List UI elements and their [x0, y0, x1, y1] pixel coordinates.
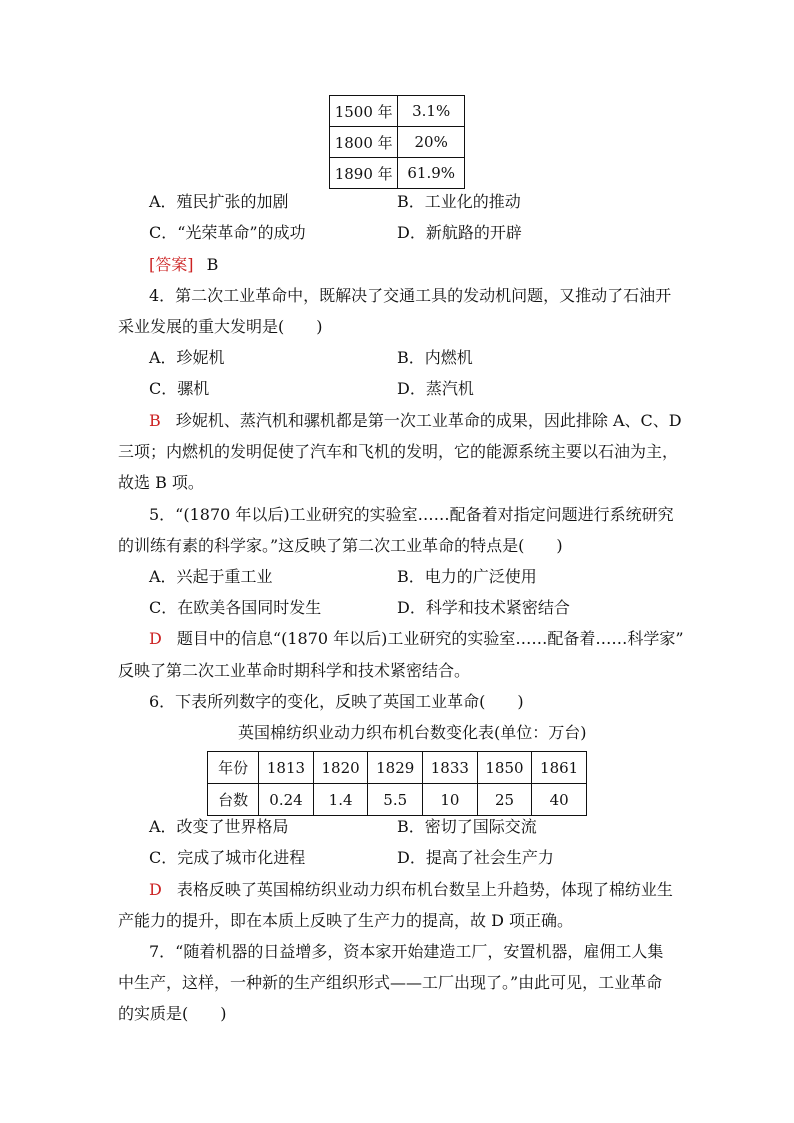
table-cell: 61.9%	[398, 158, 465, 189]
table-cell: 5.5	[368, 784, 423, 816]
table-cell: 20%	[398, 127, 465, 158]
table-header-cell: 1829	[368, 752, 423, 784]
answer-label: [答案]	[149, 255, 194, 274]
q7-stem-line1: 7．“随着机器的日益增多，资本家开始建造工厂，安置机器，雇佣工人集	[149, 942, 664, 961]
q5-explanation-line2: 反映了第二次工业革命时期科学和技术紧密结合。	[118, 661, 471, 680]
table-row	[330, 158, 465, 189]
table-header-cell: 年份	[208, 752, 259, 784]
q5-stem-line2: 的训练有素的科学家。”这反映了第二次工业革命的特点是( )	[118, 536, 563, 555]
q5-option-c: C．在欧美各国同时发生	[149, 598, 322, 617]
answer-letter: B	[149, 411, 161, 430]
loom-count-table	[207, 751, 587, 816]
table-cell: 1800 年	[330, 127, 398, 158]
q5-stem-line1: 5．“(1870 年以后)工业研究的实验室……配备着对指定问题进行系统研究	[149, 505, 674, 524]
answer-letter: D	[149, 880, 162, 899]
table-cell: 40	[532, 784, 587, 816]
q4-stem-line2: 采业发展的重大发明是( )	[118, 317, 323, 336]
explanation-text: 题目中的信息“(1870 年以后)工业研究的实验室……配备着……科学家”	[176, 629, 684, 648]
q6-explanation-line1	[149, 880, 673, 900]
q4-stem-line1: 4．第二次工业革命中，既解决了交通工具的发动机问题，又推动了石油开	[149, 286, 672, 305]
q6-option-a: A．改变了世界格局	[149, 817, 289, 836]
table-cell: 台数	[208, 784, 259, 816]
q4-explanation-line1	[149, 411, 682, 431]
percentage-table	[329, 95, 465, 189]
q5-option-d: D．科学和技术紧密结合	[397, 598, 570, 617]
explanation-text: 珍妮机、蒸汽机和骡机都是第一次工业革命的成果，因此排除 A、C、D	[175, 411, 682, 430]
q4-option-b: B．内燃机	[397, 348, 473, 367]
q7-stem-line2: 中生产，这样，一种新的生产组织形式——工厂出现了。”由此可见，工业革命	[118, 973, 663, 992]
table-row	[208, 784, 587, 816]
q3-option-b: B．工业化的推动	[397, 192, 521, 211]
q7-stem-line3: 的实质是( )	[118, 1004, 227, 1023]
q6-option-d: D．提高了社会生产力	[397, 848, 554, 867]
table-cell: 10	[423, 784, 478, 816]
q3-option-a: A．殖民扩张的加剧	[149, 192, 289, 211]
q5-option-a: A．兴起于重工业	[149, 567, 273, 586]
table-row	[330, 127, 465, 158]
q4-option-a: A．珍妮机	[149, 348, 225, 367]
table-cell: 25	[477, 784, 532, 816]
q3-option-c: C．“光荣革命”的成功	[149, 223, 306, 242]
q6-option-b: B．密切了国际交流	[397, 817, 537, 836]
table-row	[208, 752, 587, 784]
q4-option-c: C．骡机	[149, 379, 210, 398]
q3-answer	[149, 255, 218, 275]
q6-stem-line1: 6．下表所列数字的变化，反映了英国工业革命( )	[149, 692, 524, 711]
q5-explanation-line1	[149, 629, 684, 649]
table-cell: 1.4	[313, 784, 368, 816]
table-cell: 3.1%	[398, 96, 465, 127]
q4-option-d: D．蒸汽机	[397, 379, 474, 398]
table-header-cell: 1820	[313, 752, 368, 784]
table-cell: 0.24	[259, 784, 314, 816]
table-cell: 1500 年	[330, 96, 398, 127]
answer-letter: D	[149, 629, 162, 648]
table-header-cell: 1813	[259, 752, 314, 784]
q4-explanation-line2: 三项；内燃机的发明促使了汽车和飞机的发明，它的能源系统主要以石油为主，	[118, 442, 679, 461]
q6-option-c: C．完成了城市化进程	[149, 848, 306, 867]
q3-option-d: D．新航路的开辟	[397, 223, 522, 242]
explanation-text: 表格反映了英国棉纺织业动力织布机台数呈上升趋势，体现了棉纺业生	[176, 880, 673, 899]
answer-value: B	[206, 255, 219, 274]
table-header-cell: 1850	[477, 752, 532, 784]
table-cell: 1890 年	[330, 158, 398, 189]
q5-option-b: B．电力的广泛使用	[397, 567, 537, 586]
table-header-cell: 1833	[423, 752, 478, 784]
table-header-cell: 1861	[532, 752, 587, 784]
q4-explanation-line3: 故选 B 项。	[118, 473, 204, 492]
table-caption: 英国棉纺织业动力织布机台数变化表(单位：万台)	[238, 723, 587, 742]
table-row	[330, 96, 465, 127]
q6-explanation-line2: 产能力的提升，即在本质上反映了生产力的提高，故 D 项正确。	[118, 911, 574, 930]
